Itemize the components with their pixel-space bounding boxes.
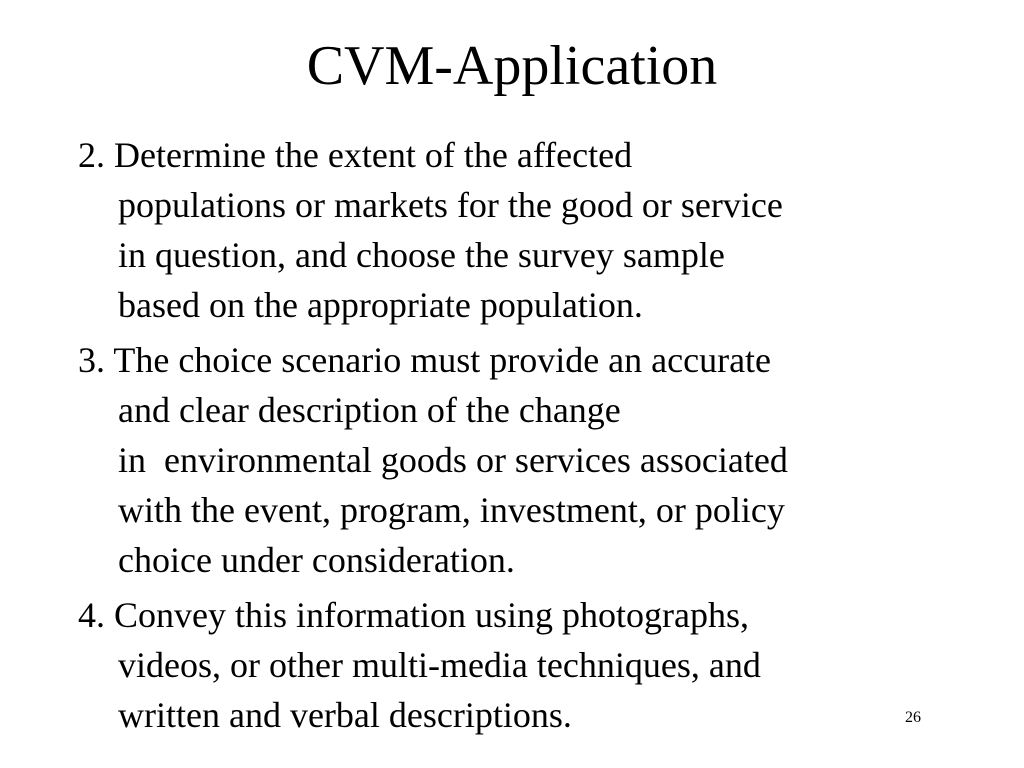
list-item-line: 2. Determine the extent of the affected [78, 135, 633, 175]
list-item-4 [78, 590, 978, 740]
list-item-line: and clear description of the change [118, 390, 621, 430]
slide-title: CVM-Application [306, 35, 718, 97]
page-number: 26 [905, 709, 921, 726]
bullet-list [78, 130, 978, 745]
list-item-line: based on the appropriate population. [118, 285, 643, 325]
list-item-line: populations or markets for the good or service [118, 185, 783, 225]
list-item-2 [78, 130, 978, 330]
list-item-line: 4. Convey this information using photographs, [78, 595, 749, 635]
list-item-line: with the event, program, investment, or policy [118, 490, 785, 530]
list-item-line: in question, and choose the survey sample [118, 235, 725, 275]
list-item-line: in environmental goods or services associated [118, 440, 788, 480]
list-item-3 [78, 335, 978, 585]
list-item-line: written and verbal descriptions. [118, 695, 572, 735]
list-item-line: choice under consideration. [118, 540, 515, 580]
list-item-line: videos, or other multi-media techniques, and [118, 645, 761, 685]
list-item-line: 3. The choice scenario must provide an accurate [78, 340, 772, 380]
